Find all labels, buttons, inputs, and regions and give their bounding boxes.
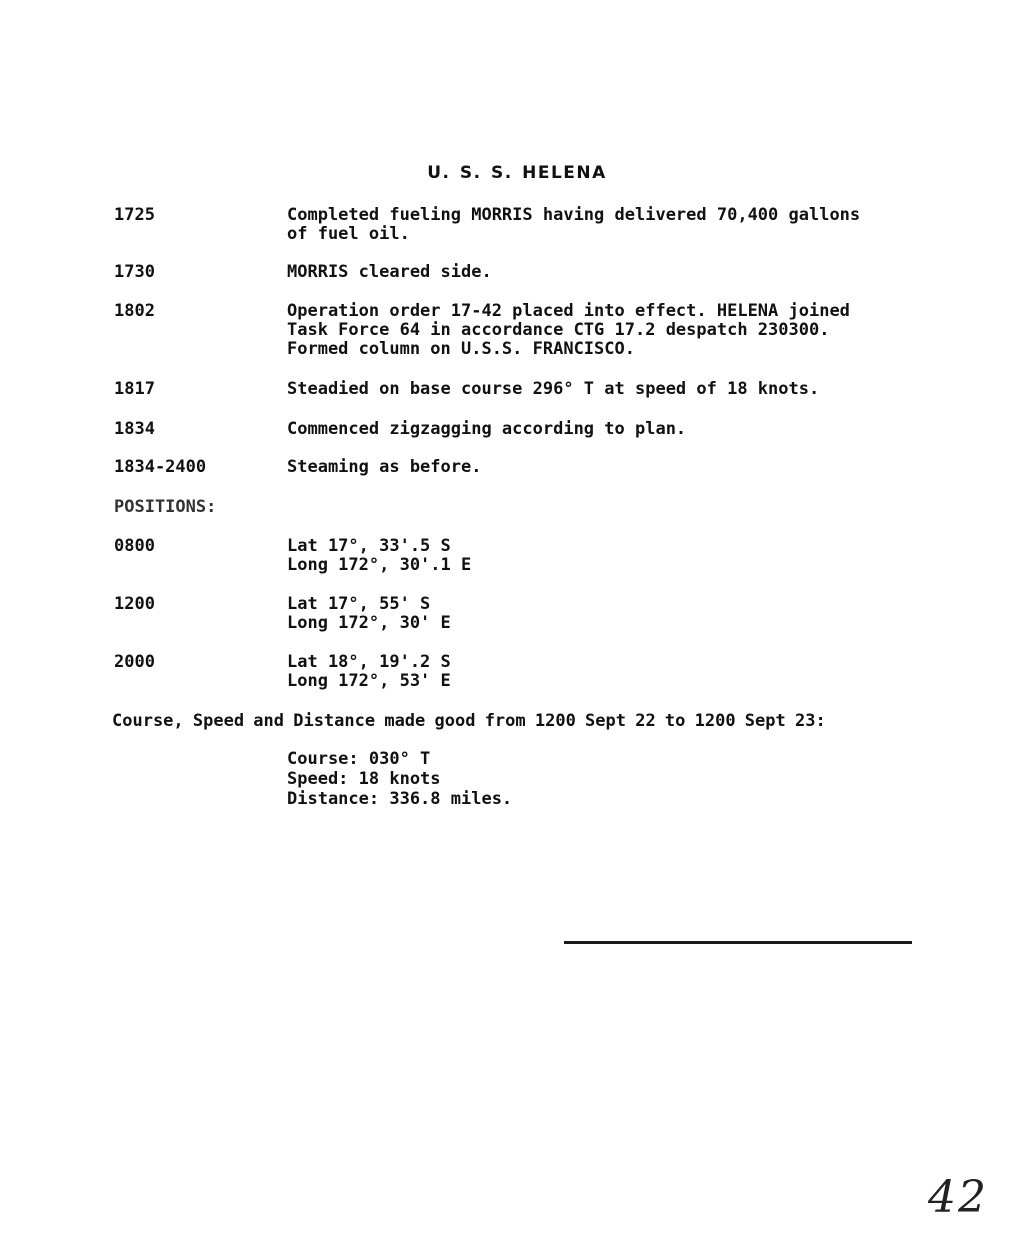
document-title: U. S. S. HELENA: [427, 163, 607, 183]
entry-line: MORRIS cleared side.: [287, 262, 492, 282]
position-coords: [287, 537, 987, 575]
entry-text: [287, 380, 987, 399]
made-good-block: [287, 749, 512, 809]
longitude: Long 172°, 30' E: [287, 613, 451, 633]
entry-line: Steaming as before.: [287, 457, 482, 477]
entry-text: [287, 302, 987, 359]
entry-time: 1725: [114, 205, 155, 225]
longitude: Long 172°, 53' E: [287, 671, 451, 691]
distance-value: Distance: 336.8 miles.: [287, 789, 513, 809]
course-speed-distance-heading: Course, Speed and Distance made good from 1200 Sept 22 to 1200 Sept 23:: [112, 711, 826, 731]
position-time: 2000: [114, 652, 155, 672]
entry-line: Commenced zigzagging according to plan.: [287, 419, 687, 439]
entry-text: [287, 206, 987, 244]
course-value: Course: 030° T: [287, 749, 431, 769]
entry-text: [287, 263, 987, 282]
entry-time: 1730: [114, 262, 155, 282]
entry-line: of fuel oil.: [287, 224, 410, 244]
longitude: Long 172°, 30'.1 E: [287, 555, 472, 575]
position-time: 1200: [114, 594, 155, 614]
entry-line: Task Force 64 in accordance CTG 17.2 despatch 230300.: [287, 320, 830, 340]
entry-time: 1834: [114, 419, 155, 439]
entry-line: Completed fueling MORRIS having delivered 70,400 gallons: [287, 205, 861, 225]
entry-time: 1834-2400: [114, 457, 207, 477]
signature-line: [564, 941, 912, 944]
latitude: Lat 17°, 55' S: [287, 594, 431, 614]
entry-line: Steadied on base course 296° T at speed of 18 knots.: [287, 379, 820, 399]
position-coords: [287, 653, 987, 691]
latitude: Lat 17°, 33'.5 S: [287, 536, 451, 556]
entry-line: Operation order 17-42 placed into effect. HELENA joined: [287, 301, 850, 321]
entry-line: Formed column on U.S.S. FRANCISCO.: [287, 339, 635, 359]
position-time: 0800: [114, 536, 155, 556]
entry-text: [287, 458, 987, 477]
page-number: 42: [928, 1172, 988, 1223]
entry-text: [287, 420, 987, 439]
positions-heading: POSITIONS:: [114, 497, 217, 517]
entry-time: 1802: [114, 301, 155, 321]
latitude: Lat 18°, 19'.2 S: [287, 652, 451, 672]
speed-value: Speed: 18 knots: [287, 769, 441, 789]
position-coords: [287, 595, 987, 633]
entry-time: 1817: [114, 379, 155, 399]
